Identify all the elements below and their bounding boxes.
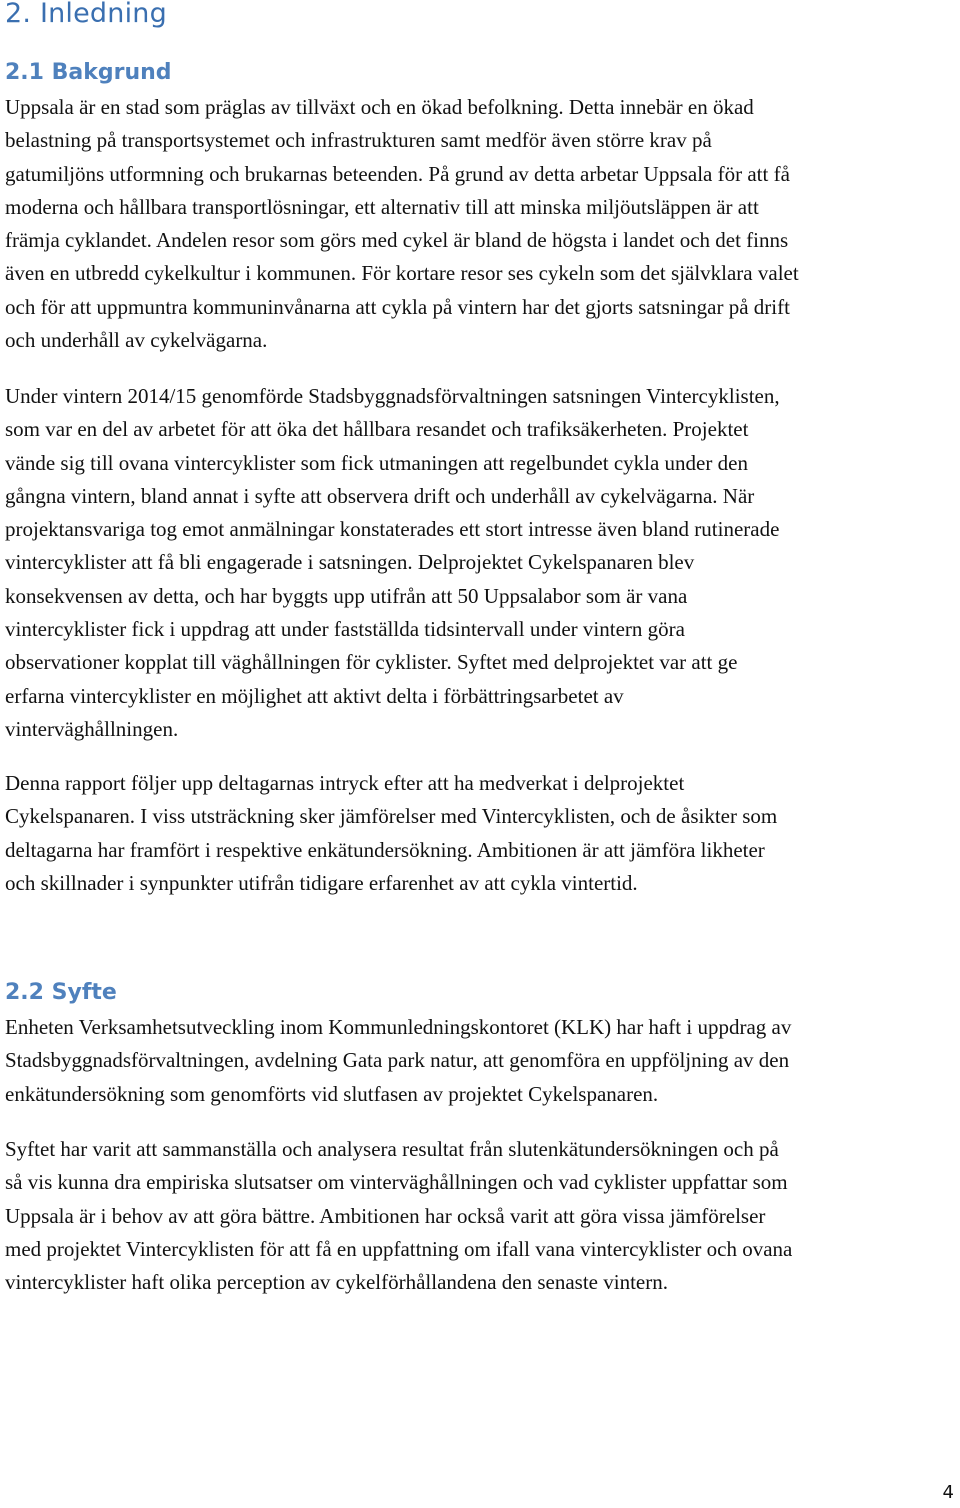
bakgrund-paragraph-2 (5, 380, 960, 746)
text-line: med projektet Vintercyklisten för att få en uppfattning om ifall vana vintercyklister och ovana (5, 1236, 793, 1261)
text-line: observationer kopplat till väghållningen för cyklister. Syftet med delprojektet var att ge (5, 650, 738, 675)
text-line: Denna rapport följer upp deltagarnas intryck efter att ha medverkat i delprojektet (5, 771, 685, 795)
text-line: främja cyklandet. Andelen resor som görs med cykel är bland de högsta i landet och det finns (5, 228, 789, 253)
text-line: gångna vintern, bland annat i syfte att observera drift och underhåll av cykelvägarna. När (5, 483, 755, 508)
chapter-heading: 2. Inledning (5, 0, 167, 29)
text-line: vintercyklister att få bli engagerade i satsningen. Delprojektet Cykelspanaren blev (5, 550, 695, 575)
text-line: även en utbredd cykelkultur i kommunen. För kortare resor ses cykeln som det självklara valet (5, 261, 799, 286)
text-line: och för att uppmuntra kommuninvånarna att cykla på vintern har det gjorts satsningar på drift (5, 294, 790, 319)
text-line: konsekvensen av detta, och har byggts upp utifrån att 50 Uppsalabor som är vana (5, 583, 688, 608)
text-line: Enheten Verksamhetsutveckling inom Kommunledningskontoret (KLK) har haft i uppdrag av (5, 1015, 792, 1039)
syfte-paragraph-2 (5, 1133, 960, 1299)
text-line: Cykelspanaren. I viss utsträckning sker jämförelser med Vintercyklisten, och de åsikter som (5, 804, 778, 829)
bakgrund-paragraph-1 (5, 91, 960, 357)
text-line: enkätundersökning som genomförts vid slutfasen av projektet Cykelspanaren. (5, 1081, 659, 1106)
syfte-paragraph-1 (5, 1011, 960, 1111)
text-line: projektansvariga tog emot anmälningar konstaterades ett stort intresse även bland rutinerade (5, 517, 780, 542)
text-line: så vis kunna dra empiriska slutsatser om vinterväghållningen och vad cyklister uppfattar som (5, 1170, 788, 1195)
bakgrund-paragraph-3 (5, 767, 960, 900)
text-line: moderna och hållbara transportlösningar, ett alternativ till att minska miljöutsläppen är att (5, 194, 759, 219)
text-line: belastning på transportsystemet och infrastrukturen samt medför även större krav på (5, 128, 712, 153)
text-line: vintercyklister fick i uppdrag att under fastställda tidsintervall under vintern göra (5, 617, 685, 642)
text-line: Uppsala är en stad som präglas av tillväxt och en ökad befolkning. Detta innebär en ökad (5, 95, 754, 119)
text-line: vintercyklister haft olika perception av cykelförhållandena den senaste vintern. (5, 1270, 668, 1295)
text-line: och skillnader i synpunkter utifrån tidigare erfarenhet av att cykla vintertid. (5, 870, 638, 895)
text-line: Stadsbyggnadsförvaltningen, avdelning Gata park natur, att genomföra en uppföljning av den (5, 1048, 790, 1073)
text-line: vinterväghållningen. (5, 716, 179, 741)
text-line: Uppsala är i behov av att göra bättre. Ambitionen har också varit att göra vissa jämförelser (5, 1203, 766, 1228)
section-heading-bakgrund: 2.1 Bakgrund (5, 60, 172, 85)
page-number: 4 (942, 1482, 954, 1503)
text-line: som var en del av arbetet för att öka det hållbara resandet och trafiksäkerheten. Projektet (5, 417, 749, 442)
text-line: Syftet har varit att sammanställa och analysera resultat från slutenkätundersökningen och på (5, 1137, 779, 1161)
text-line: gatumiljöns utformning och brukarnas beteenden. På grund av detta arbetar Uppsala för att få (5, 161, 790, 186)
text-line: vände sig till ovana vintercyklister som fick utmaningen att regelbundet cykla under den (5, 450, 748, 475)
text-line: och underhåll av cykelvägarna. (5, 328, 268, 353)
text-line: erfarna vintercyklister en möjlighet att aktivt delta i förbättringsarbetet av (5, 683, 624, 708)
text-line: deltagarna har framfört i respektive enkätundersökning. Ambitionen är att jämföra likheter (5, 837, 765, 862)
text-line: Under vintern 2014/15 genomförde Stadsbyggnadsförvaltningen satsningen Vintercyklisten, (5, 384, 780, 408)
section-heading-syfte: 2.2 Syfte (5, 980, 117, 1005)
